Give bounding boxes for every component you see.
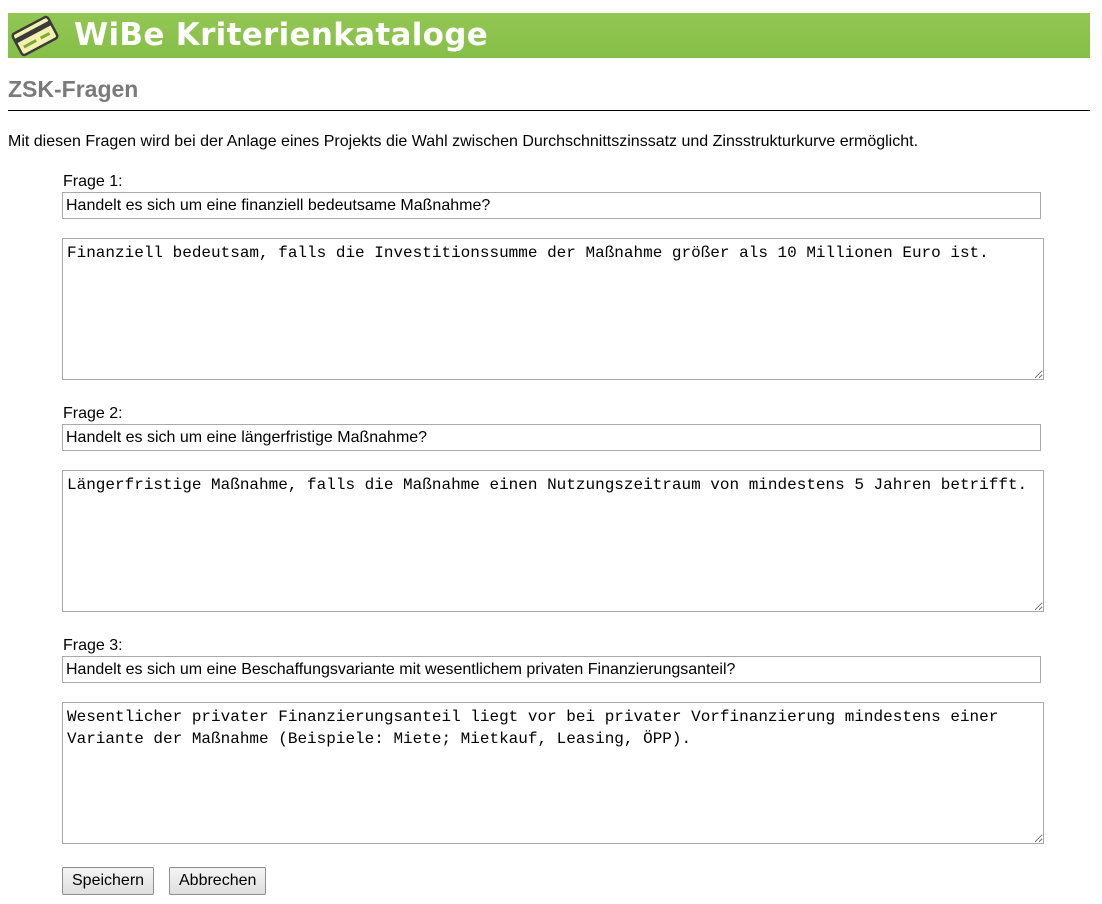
question-3-explanation-textarea[interactable]	[62, 702, 1044, 844]
question-2-label: Frage 2:	[63, 405, 123, 422]
question-1-input[interactable]	[62, 192, 1041, 219]
title-divider	[8, 110, 1090, 111]
ticket-card-icon	[8, 13, 62, 58]
question-2-input[interactable]	[62, 424, 1041, 451]
question-2-explanation-textarea[interactable]	[62, 470, 1044, 612]
intro-text: Mit diesen Fragen wird bei der Anlage eines Projekts die Wahl zwischen Durchschnittszinssatz und Zinsstrukturkurve ermöglicht.	[8, 133, 919, 150]
save-button[interactable]: Speichern	[62, 867, 154, 895]
question-1-label: Frage 1:	[63, 173, 123, 190]
question-3-input[interactable]	[62, 656, 1041, 683]
header-banner	[8, 13, 1090, 58]
question-1-explanation-textarea[interactable]	[62, 238, 1044, 380]
page-title: ZSK-Fragen	[8, 76, 139, 102]
app-title: WiBe Kriterienkataloge	[74, 17, 489, 53]
cancel-button[interactable]: Abbrechen	[169, 867, 266, 895]
question-3-label: Frage 3:	[63, 637, 123, 654]
